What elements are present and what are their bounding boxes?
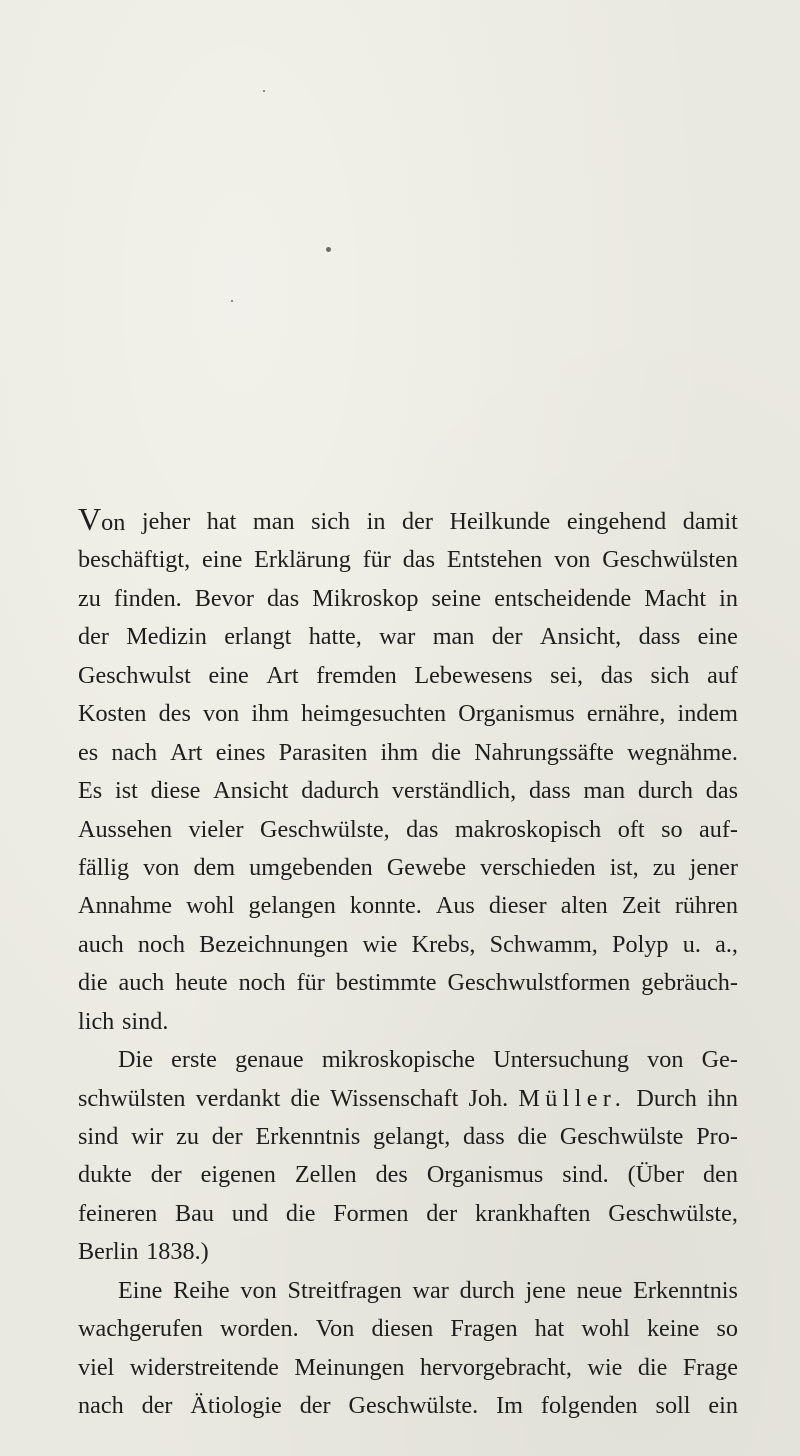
word: Bau	[175, 1199, 214, 1227]
word: Durch	[636, 1084, 697, 1112]
word: dadurch	[301, 777, 380, 805]
word: Geschwülste	[559, 1123, 684, 1150]
word: auch	[78, 930, 124, 958]
text-line	[78, 1156, 738, 1194]
word: a.,	[715, 930, 738, 958]
word: wegnähme.	[627, 738, 738, 766]
word: ernähre,	[586, 700, 666, 728]
word: konnte.	[349, 892, 422, 920]
word: zu	[652, 853, 676, 881]
word: es	[78, 738, 99, 766]
word: Mikroskop	[312, 584, 419, 612]
word: der	[426, 1199, 458, 1227]
paper-speck	[231, 300, 233, 302]
paper-speck	[263, 90, 265, 92]
word: erste	[171, 1046, 217, 1074]
word: Pro-	[696, 1123, 738, 1150]
word: Macht	[644, 584, 707, 612]
body-text	[78, 503, 738, 1426]
text-line	[78, 1118, 738, 1156]
word: Erklärung	[254, 546, 351, 574]
text-line	[78, 1272, 738, 1310]
word: oft	[617, 815, 645, 843]
word: Schwamm,	[489, 930, 598, 958]
word: sind	[78, 1123, 119, 1150]
word: wohl	[581, 1315, 630, 1343]
word: eine	[697, 623, 738, 651]
paper-speck	[326, 247, 331, 252]
word: Untersuchung	[493, 1046, 629, 1074]
word: die	[285, 1199, 316, 1227]
word: Geschwülste.	[348, 1392, 479, 1420]
word: Heilkunde	[449, 508, 551, 535]
word: der	[402, 508, 433, 535]
word: den	[703, 1161, 738, 1189]
word: das	[705, 777, 738, 805]
word: seine	[431, 584, 482, 612]
word: schwülsten	[78, 1084, 186, 1112]
word: Gewebe	[386, 853, 467, 881]
text-line	[78, 772, 738, 810]
word: Krebs,	[411, 930, 476, 958]
word: man	[252, 508, 295, 535]
word: Geschwulst	[78, 661, 191, 689]
word: worden.	[220, 1315, 299, 1343]
word: Fragen	[450, 1315, 518, 1343]
text-line	[78, 1387, 738, 1425]
word: auch	[118, 969, 165, 997]
word: von	[554, 546, 591, 574]
word: Meinungen	[294, 1353, 405, 1381]
word: 1838.)	[146, 1238, 209, 1266]
word: fällig	[78, 853, 130, 881]
text-line	[78, 1080, 738, 1118]
word: für	[362, 546, 391, 574]
word: finden.	[113, 584, 182, 612]
word: man	[432, 623, 475, 651]
text-line	[78, 695, 738, 733]
word: diese	[150, 777, 201, 805]
word: ihm	[380, 738, 419, 766]
word: Erkenntnis	[255, 1123, 361, 1150]
word: Geschwülste,	[608, 1199, 738, 1227]
word: in	[719, 584, 738, 612]
word: genaue	[235, 1046, 304, 1074]
word: der	[491, 623, 523, 651]
word: wohl	[186, 892, 235, 920]
word: Erkenntnis	[633, 1276, 738, 1304]
word: Joh.	[468, 1084, 509, 1112]
word: entscheidende	[494, 584, 632, 612]
word: jeher	[141, 508, 191, 535]
word: von	[647, 1046, 684, 1074]
word: dieser	[488, 892, 547, 920]
word: folgenden	[540, 1392, 638, 1420]
word: feineren	[78, 1199, 158, 1227]
word: wie	[587, 1353, 623, 1381]
word: wie	[362, 930, 398, 958]
word: widerstreitende	[129, 1353, 279, 1381]
text-line	[78, 887, 738, 925]
text-line	[78, 580, 738, 618]
word: Aus	[435, 892, 475, 920]
word: ist,	[609, 853, 639, 881]
word: Geschwülsten	[602, 546, 738, 574]
word: von	[143, 853, 180, 881]
word: Es	[78, 777, 103, 805]
word: die	[431, 738, 461, 766]
word: sich	[650, 661, 690, 689]
word: lich	[78, 1007, 115, 1035]
text-line	[78, 811, 738, 849]
word: Aussehen	[78, 815, 173, 843]
word: verdankt	[195, 1084, 281, 1112]
word: Entstehen	[446, 546, 543, 574]
word: durch	[637, 777, 693, 805]
text-line	[78, 926, 738, 964]
text-line	[78, 618, 738, 656]
word: Bezeichnungen	[199, 930, 349, 958]
word: hatte,	[308, 623, 362, 651]
word: man	[583, 777, 626, 805]
word: nach	[78, 1392, 124, 1420]
word: eine	[202, 546, 243, 574]
word: des	[158, 700, 191, 728]
text-line	[78, 734, 738, 772]
text-line	[78, 541, 738, 579]
word: dukte	[78, 1161, 132, 1189]
word: des	[375, 1161, 408, 1189]
word: ist	[114, 777, 138, 805]
text-line	[78, 503, 738, 541]
word: Reihe	[173, 1276, 230, 1304]
word: so	[661, 815, 683, 843]
word: eines	[215, 738, 266, 766]
word: dass	[463, 1123, 505, 1150]
word: auf	[707, 661, 738, 689]
word: diesen	[371, 1315, 434, 1343]
word: sind.	[562, 1161, 609, 1189]
word: Organismus	[426, 1161, 544, 1189]
word: zu	[176, 1123, 199, 1150]
text-line	[78, 964, 738, 1002]
word: ihn	[707, 1084, 738, 1112]
word: noch	[238, 969, 286, 997]
word: Ansicht,	[539, 623, 622, 651]
word: war	[379, 623, 416, 651]
word: damit	[682, 508, 738, 535]
word: bestimmte	[335, 969, 437, 997]
word: makroskopisch	[454, 815, 602, 843]
word: u.	[682, 930, 701, 958]
word: die	[78, 969, 108, 997]
word: hat	[206, 508, 237, 535]
word: das	[406, 815, 439, 843]
word: Kosten	[78, 700, 147, 728]
word: Von	[315, 1315, 355, 1343]
word: hat	[534, 1315, 565, 1343]
text-line	[78, 1041, 738, 1079]
word: das	[402, 546, 436, 574]
word: das	[600, 661, 633, 689]
word: ihm	[251, 700, 289, 728]
word: keine	[646, 1315, 700, 1343]
word: nach	[111, 738, 158, 766]
word: Im	[496, 1392, 523, 1420]
word: Bevor	[194, 584, 254, 612]
word: Eine	[118, 1276, 163, 1304]
word: sich	[311, 508, 351, 535]
word: Müller.	[518, 1084, 627, 1112]
word: vieler	[188, 815, 244, 843]
text-line	[78, 1310, 738, 1348]
word: gelangen	[248, 892, 336, 920]
word: gelangt,	[373, 1123, 451, 1150]
word: krankhaften	[474, 1199, 591, 1227]
word: die	[290, 1084, 321, 1112]
word: der	[299, 1392, 331, 1420]
word: noch	[137, 930, 185, 958]
word: heimgesuchten	[301, 700, 447, 728]
word: jener	[689, 853, 738, 881]
text-line	[78, 1233, 738, 1271]
word: beschäftigt,	[78, 546, 191, 574]
word: Nahrungssäfte	[474, 738, 614, 766]
word: eingehend	[566, 508, 667, 535]
word: eine	[208, 661, 249, 689]
word: zu	[78, 584, 101, 612]
word: alten	[560, 892, 608, 920]
word: der	[211, 1123, 243, 1150]
word: Streitfragen	[287, 1276, 402, 1304]
word: sei,	[550, 661, 584, 689]
word: Organismus	[458, 700, 575, 728]
word: Parasiten	[278, 738, 368, 766]
word: Berlin	[78, 1238, 139, 1266]
word: durch	[459, 1276, 515, 1304]
word: viel	[78, 1353, 115, 1381]
word: und	[231, 1199, 269, 1227]
word: Lebewesens	[414, 661, 533, 689]
word: umgebenden	[249, 853, 373, 881]
word: verschieden	[480, 853, 596, 881]
word: die	[517, 1123, 548, 1150]
word: Geschwulstformen	[447, 969, 631, 997]
word: gebräuch-	[641, 969, 738, 997]
word: hervorgebracht,	[419, 1353, 572, 1381]
word: erlangt	[224, 623, 292, 651]
word: für	[296, 969, 325, 997]
word: so	[716, 1315, 738, 1343]
word: verständlich,	[391, 777, 517, 805]
word: Von	[78, 501, 126, 537]
word: war	[412, 1276, 449, 1304]
word: auf-	[699, 815, 738, 843]
text-line	[78, 1349, 738, 1387]
word: fremden	[316, 661, 397, 689]
text-line	[78, 849, 738, 887]
word: Die	[118, 1046, 153, 1074]
word: Ansicht	[213, 777, 289, 805]
word: eigenen	[200, 1161, 276, 1189]
word: Polyp	[612, 930, 669, 958]
word: mikroskopische	[321, 1046, 475, 1074]
word: in	[366, 508, 386, 535]
word: der	[150, 1161, 182, 1189]
word: wachgerufen	[78, 1315, 203, 1343]
text-line	[78, 657, 738, 695]
word: von	[240, 1276, 277, 1304]
word: sind.	[122, 1007, 169, 1035]
word: Zellen	[294, 1161, 357, 1189]
word: das	[266, 584, 300, 612]
word: jene	[525, 1276, 566, 1304]
word: rühren	[674, 892, 738, 920]
word: dass	[638, 623, 681, 651]
word: Formen	[333, 1199, 409, 1227]
word: Wissenschaft	[330, 1084, 459, 1112]
word: Ätiologie	[190, 1392, 282, 1420]
word: indem	[677, 700, 738, 728]
word: der	[141, 1392, 173, 1420]
word: heute	[175, 969, 228, 997]
word: der	[78, 623, 109, 651]
word: soll	[655, 1392, 691, 1420]
word: Zeit	[621, 892, 661, 920]
text-line	[78, 1195, 738, 1233]
word: wir	[131, 1123, 164, 1150]
word: von	[202, 700, 240, 728]
word: dem	[193, 853, 236, 881]
word: ein	[708, 1392, 738, 1420]
word: (Über	[627, 1161, 685, 1189]
word: Art	[170, 738, 203, 766]
word: die	[637, 1353, 668, 1381]
word: Geschwülste,	[260, 815, 390, 843]
word: Annahme	[78, 892, 173, 920]
initial-letter: V	[78, 501, 102, 537]
text-line	[78, 1003, 738, 1041]
word: neue	[576, 1276, 623, 1304]
word: Art	[266, 661, 299, 689]
word: Ge-	[701, 1046, 738, 1074]
word: Medizin	[126, 623, 207, 651]
word: Frage	[682, 1353, 738, 1381]
word: dass	[528, 777, 571, 805]
